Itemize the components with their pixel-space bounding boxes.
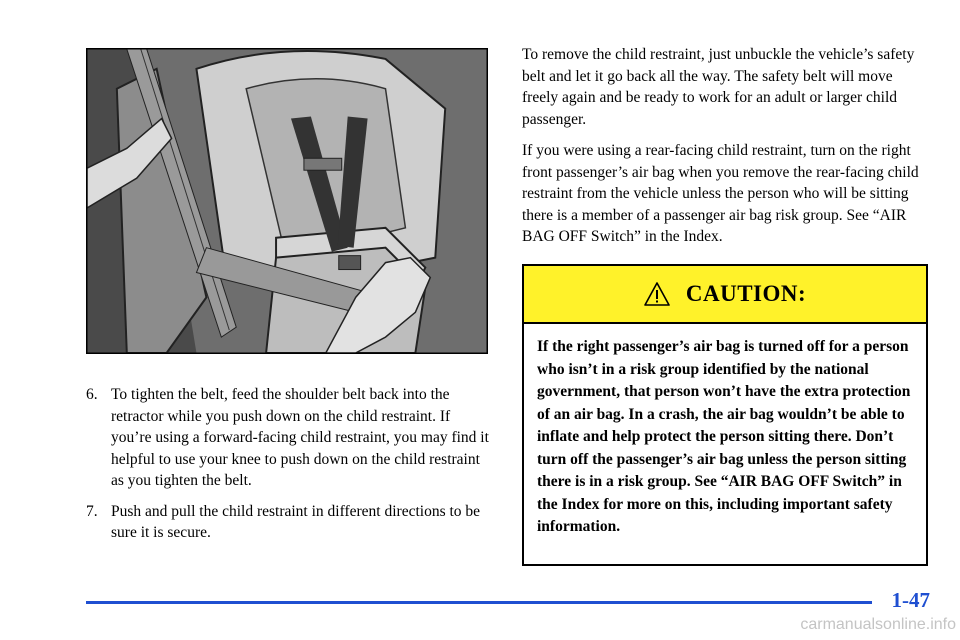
body-text-column — [522, 44, 932, 258]
caution-text: If the right passenger’s air bag is turned off for a person who isn’t in a risk group identified by the national government, that person won’t have the extra protection of an air bag. In a crash, the air bag wouldn’t be able to inflate and help protect the person sitting there. Don’t turn off the passenger’s air bag unless the person sitting there is in a risk group. See “AIR BAG OFF Switch” in the Index for more on this, including important safety information. — [537, 338, 911, 535]
footer-rule — [86, 601, 872, 604]
paragraph: If you were using a rear-facing child restraint, turn on the right front passenger’s air bag when you remove the rear-facing child restraint from the vehicle unless the person who will be sitting there is a member of a passenger air bag risk group. See “AIR BAG OFF Switch” in the Index. — [522, 142, 919, 245]
warning-triangle-icon — [644, 281, 670, 307]
watermark: carmanualsonline.info — [800, 616, 956, 633]
list-item — [86, 384, 490, 492]
step-text: To tighten the belt, feed the shoulder belt back into the retractor while you push down on the child restraint. If you’re using a forward-facing child restraint, you may find it helpful to use your knee to push down on the child restraint as you tighten the belt. — [111, 386, 489, 489]
child-restraint-illustration — [86, 48, 488, 354]
caution-box — [522, 264, 928, 566]
list-item — [86, 501, 490, 544]
step-number: 6. — [86, 386, 98, 403]
step-number: 7. — [86, 502, 98, 520]
paragraph: To remove the child restraint, just unbuckle the vehicle’s safety belt and let it go back all the way. The safety belt will move freely again and be ready to work for an adult or larger child passenger. — [522, 46, 915, 128]
step-text: Push and pull the child restraint in different directions to be sure it is secure. — [111, 502, 481, 541]
caution-header — [524, 266, 926, 324]
tightening-steps-list — [86, 384, 490, 553]
caution-title: CAUTION: — [685, 281, 807, 306]
page-number: 1-47 — [891, 588, 930, 612]
